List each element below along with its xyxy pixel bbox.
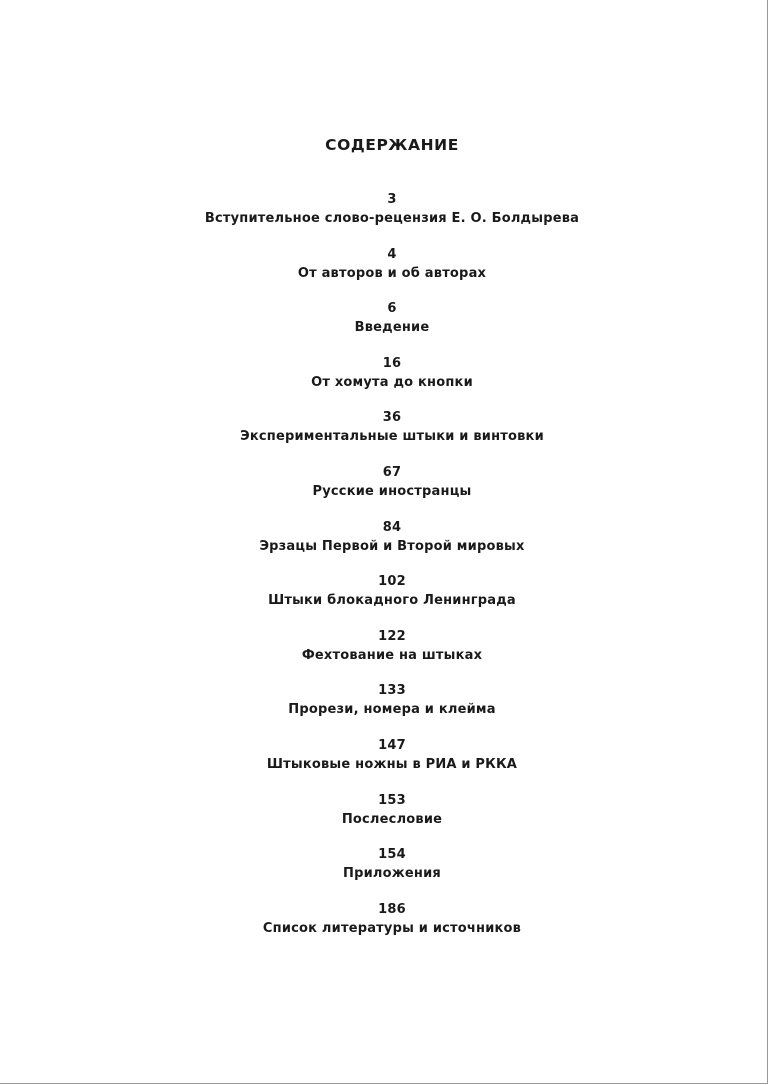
toc-page-number: 154 bbox=[378, 847, 406, 863]
toc-entry bbox=[0, 628, 769, 683]
toc-entry-title: От авторов и об авторах bbox=[297, 265, 487, 281]
page-title: СОДЕРЖАНИЕ bbox=[325, 136, 459, 154]
toc-page-number: 36 bbox=[382, 410, 402, 426]
toc-entry bbox=[0, 355, 769, 410]
toc-page-number: 16 bbox=[382, 355, 402, 371]
toc-entry-title: Список литературы и источников bbox=[262, 920, 522, 936]
table-of-contents bbox=[0, 191, 769, 955]
toc-page-number: 122 bbox=[378, 628, 406, 644]
toc-page-number: 6 bbox=[387, 301, 397, 317]
toc-entry bbox=[0, 409, 769, 464]
toc-page-number: 84 bbox=[382, 519, 402, 535]
toc-entry-title: Вступительное слово-рецензия Е. О. Болдырева bbox=[204, 211, 580, 226]
toc-entry bbox=[0, 682, 769, 737]
toc-entry bbox=[0, 901, 769, 956]
toc-page-number: 67 bbox=[382, 464, 402, 480]
toc-entry-title: От хомута до кнопки bbox=[311, 374, 473, 390]
toc-page-number: 102 bbox=[378, 574, 406, 590]
toc-page-number: 147 bbox=[378, 737, 406, 753]
toc-entry bbox=[0, 464, 769, 519]
toc-entry-title: Штыковые ножны в РИА и РККА bbox=[266, 756, 518, 772]
toc-page-number: 4 bbox=[387, 246, 397, 262]
toc-entry-title: Фехтование на штыках bbox=[301, 647, 483, 663]
toc-entry bbox=[0, 300, 769, 355]
toc-page-number: 153 bbox=[378, 792, 406, 808]
toc-entry bbox=[0, 737, 769, 792]
toc-entry bbox=[0, 519, 769, 574]
toc-entry-title: Введение bbox=[354, 320, 430, 336]
toc-page-number: 3 bbox=[387, 192, 397, 207]
toc-page-number: 133 bbox=[378, 683, 406, 699]
toc-entry-title: Экспериментальные штыки и винтовки bbox=[240, 429, 544, 445]
toc-entry-title: Прорези, номера и клейма bbox=[288, 702, 496, 718]
toc-entry-title: Штыки блокадного Ленинграда bbox=[268, 593, 516, 609]
toc-entry bbox=[0, 792, 769, 847]
toc-entry bbox=[0, 246, 769, 301]
toc-entry-title: Послесловие bbox=[341, 811, 443, 827]
toc-entry-title: Русские иностранцы bbox=[312, 483, 472, 499]
toc-entry-title: Приложения bbox=[343, 866, 441, 882]
toc-entry bbox=[0, 191, 769, 246]
toc-page-number: 186 bbox=[378, 901, 406, 917]
toc-entry bbox=[0, 573, 769, 628]
toc-entry bbox=[0, 846, 769, 901]
toc-entry-title: Эрзацы Первой и Второй мировых bbox=[259, 538, 525, 554]
